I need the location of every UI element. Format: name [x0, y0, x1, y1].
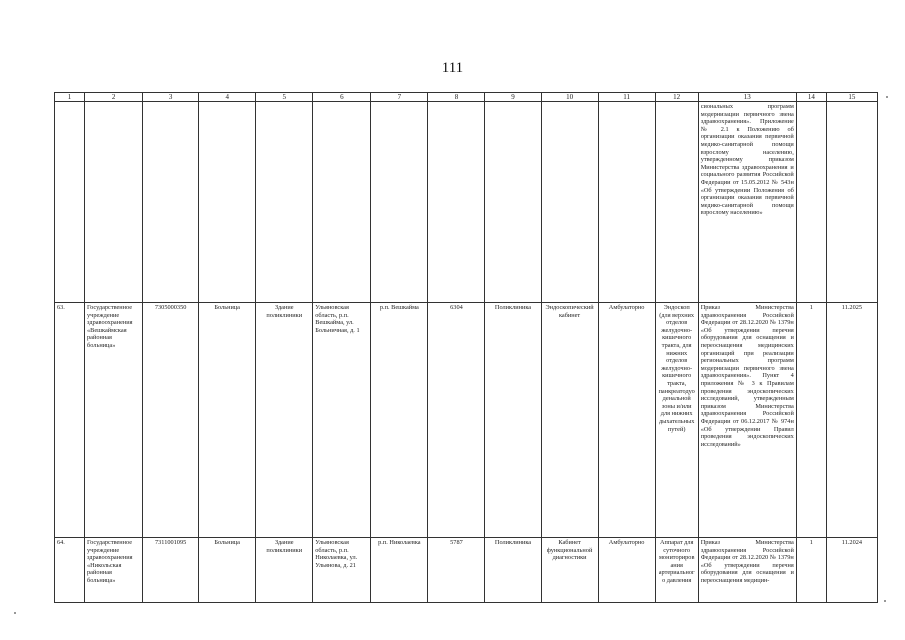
unit-cell: Поликлиника	[485, 303, 541, 538]
locality-cell: р.п. Вешкайма	[371, 303, 428, 538]
column-number: 10	[541, 93, 598, 102]
empty-cell	[655, 102, 698, 303]
care-mode-cell: Амбулаторно	[598, 538, 655, 603]
empty-cell	[796, 102, 826, 303]
empty-cell	[371, 102, 428, 303]
equipment-cell: Эндоскоп (для верхних отделов желудочно-кишечного тракта, для нижних отделов желудочно-кишечного тракта, панкреатодуоденальной зоны и/или для нижних дыхательных путей)	[655, 303, 698, 538]
legal-basis-cell: Приказ Министерства здравоохранения Российской Федерации от 28.12.2020 № 1379н «Об утверждении перечня оборудования для оснащения и переоснащения медицинских организаций при реализации региональных программ модернизации первичного звена здравоохранения». Пункт 4 приложения № 3 к Правилам проведения эндоскопических исследований, утвержденным приказом Министерства здравоохранения Российской Федерации от 06.12.2017 № 974н «Об утверждении Правил проведения эндоскопических исследований»	[698, 303, 796, 538]
column-number: 6	[313, 93, 371, 102]
inn-cell: 7305000350	[143, 303, 199, 538]
date-cell: 11.2025	[826, 303, 877, 538]
column-number: 14	[796, 93, 826, 102]
locality-cell: р.п. Николаевка	[371, 538, 428, 603]
unit-cell: Поликлиника	[485, 538, 541, 603]
row-number-cell: 64.	[55, 538, 85, 603]
column-number: 1	[55, 93, 85, 102]
column-number-row	[55, 93, 878, 102]
organization-type-cell: Больница	[199, 538, 256, 603]
column-number: 12	[655, 93, 698, 102]
scan-speck	[884, 600, 886, 602]
address-cell: Ульяновская область, р.п. Николаевка, ул. Ульянова, д. 21	[313, 538, 371, 603]
equipment-cell: Аппарат для суточного мониторирования артериального давления	[655, 538, 698, 603]
date-cell: 11.2024	[826, 538, 877, 603]
empty-cell	[826, 102, 877, 303]
scan-speck	[886, 96, 888, 98]
registry-table	[54, 92, 878, 603]
code-cell: 6304	[428, 303, 485, 538]
empty-cell	[85, 102, 143, 303]
table-row	[55, 303, 878, 538]
room-cell: Кабинет функциональной диагностики	[541, 538, 598, 603]
empty-cell	[313, 102, 371, 303]
column-number: 15	[826, 93, 877, 102]
table-row	[55, 538, 878, 603]
quantity-cell: 1	[796, 538, 826, 603]
room-cell: Эндоскопический кабинет	[541, 303, 598, 538]
institution-cell: Государственное учреждение здравоохранения «Никольская районная больница»	[85, 538, 143, 603]
empty-cell	[199, 102, 256, 303]
building-cell: Здание поликлиники	[256, 303, 313, 538]
column-number: 13	[698, 93, 796, 102]
legal-basis-cell: сиональных программ модернизации первичного звена здравоохранения». Приложение № 2.1 к Положению об организации оказания первичной медико-санитарной помощи взрослому населению, утвержденному приказом Министерства здравоохранения и социального развития Российской Федерации от 15.05.2012 № 543н «Об утверждении Положения об организации оказания первичной медико-санитарной помощи взрослому населению»	[698, 102, 796, 303]
empty-cell	[428, 102, 485, 303]
legal-basis-cell: Приказ Министерства здравоохранения Российской Федерации от 28.12.2020 № 1379н «Об утверждении перечня оборудования для оснащения и переоснащения медицин-	[698, 538, 796, 603]
code-cell: 5787	[428, 538, 485, 603]
column-number: 9	[485, 93, 541, 102]
row-number-cell: 63.	[55, 303, 85, 538]
empty-cell	[541, 102, 598, 303]
column-number: 7	[371, 93, 428, 102]
care-mode-cell: Амбулаторно	[598, 303, 655, 538]
table-row-continuation	[55, 102, 878, 303]
building-cell: Здание поликлиники	[256, 538, 313, 603]
empty-cell	[485, 102, 541, 303]
inn-cell: 7311001095	[143, 538, 199, 603]
organization-type-cell: Больница	[199, 303, 256, 538]
scan-speck	[14, 612, 16, 614]
column-number: 11	[598, 93, 655, 102]
empty-cell	[55, 102, 85, 303]
address-cell: Ульяновская область, р.п. Вешкайма, ул. Больничная, д. 1	[313, 303, 371, 538]
column-number: 3	[143, 93, 199, 102]
empty-cell	[598, 102, 655, 303]
page-number: 111	[441, 60, 464, 76]
empty-cell	[256, 102, 313, 303]
column-number: 2	[85, 93, 143, 102]
column-number: 8	[428, 93, 485, 102]
empty-cell	[143, 102, 199, 303]
column-number: 4	[199, 93, 256, 102]
institution-cell: Государственное учреждение здравоохранения «Вешкаймская районная больница»	[85, 303, 143, 538]
quantity-cell: 1	[796, 303, 826, 538]
column-number: 5	[256, 93, 313, 102]
